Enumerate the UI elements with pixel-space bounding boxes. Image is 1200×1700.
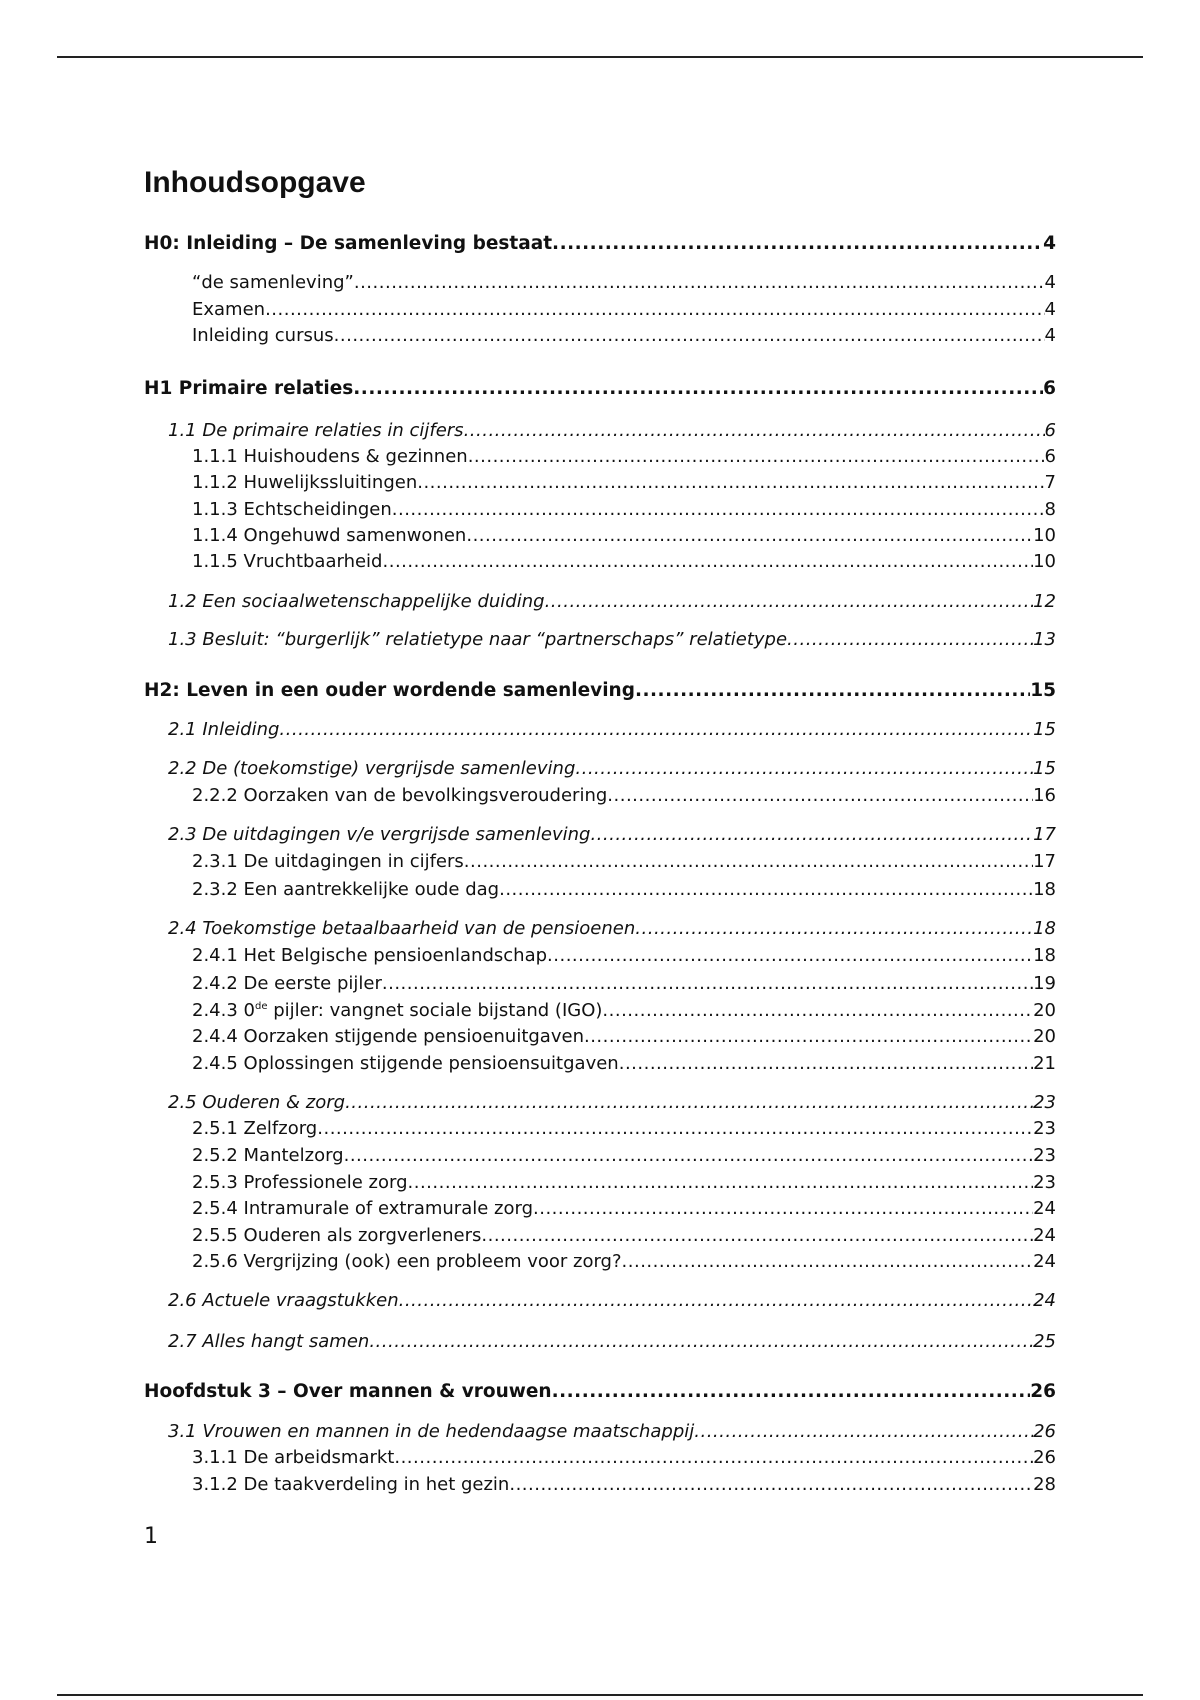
toc-page-number: 17 <box>1033 824 1056 845</box>
toc-entry-label: 2.5.4 Intramurale of extramurale zorg <box>192 1198 534 1219</box>
header-rule <box>57 56 1143 58</box>
toc-entry-label: 2.3.1 De uitdagingen in cijfers <box>192 851 464 872</box>
toc-page-number: 25 <box>1033 1331 1056 1352</box>
toc-page-number: 8 <box>1044 499 1056 520</box>
toc-entry-label: H1 Primaire relaties <box>144 378 354 399</box>
toc-entry-label: 2.5.6 Vergrijzing (ook) een probleem voor zorg? <box>192 1251 622 1272</box>
toc-leader-dots <box>552 1381 1031 1402</box>
toc-subsection[interactable] <box>192 1225 1056 1246</box>
toc-page-number: 21 <box>1033 1053 1056 1074</box>
toc-page-number: 4 <box>1044 272 1056 293</box>
toc-subsection[interactable] <box>192 499 1056 520</box>
toc-leader-dots <box>547 945 1033 966</box>
toc-page-number: 15 <box>1033 719 1056 740</box>
toc-entry-label: 2.2.2 Oorzaken van de bevolkingsveroudering <box>192 785 608 806</box>
toc-subsection[interactable] <box>192 1118 1056 1139</box>
toc-subsection[interactable] <box>192 325 1056 346</box>
toc-page-number: 18 <box>1033 918 1056 939</box>
toc-page-number: 10 <box>1033 551 1056 572</box>
toc-page-number: 12 <box>1033 591 1056 612</box>
toc-section[interactable] <box>168 1331 1056 1352</box>
toc-entry-label: 1.2 Een sociaalwetenschappelijke duiding <box>168 591 545 612</box>
toc-page-number: 10 <box>1033 525 1056 546</box>
toc-page-number: 24 <box>1033 1198 1056 1219</box>
toc-entry-label: 2.5 Ouderen & zorg <box>168 1092 346 1113</box>
toc-subsection[interactable] <box>192 446 1056 467</box>
toc-subsection[interactable] <box>192 973 1056 994</box>
toc-subsection[interactable] <box>192 1053 1056 1074</box>
toc-leader-dots <box>265 299 1044 320</box>
toc-page-number: 23 <box>1033 1118 1056 1139</box>
toc-subsection[interactable] <box>192 472 1056 493</box>
toc-page-number: 6 <box>1044 446 1056 467</box>
toc-leader-dots <box>602 1000 1033 1021</box>
toc-entry-label: Inleiding cursus <box>192 325 334 346</box>
toc-section[interactable] <box>168 758 1056 779</box>
toc-leader-dots <box>408 1172 1034 1193</box>
toc-section[interactable] <box>168 1290 1056 1311</box>
toc-entry-label: 2.5.3 Professionele zorg <box>192 1172 408 1193</box>
toc-section[interactable] <box>168 420 1056 441</box>
toc-leader-dots <box>417 472 1044 493</box>
toc-leader-dots <box>619 1053 1033 1074</box>
toc-leader-dots <box>694 1421 1033 1442</box>
toc-subsection[interactable] <box>192 785 1056 806</box>
toc-leader-dots <box>575 758 1033 779</box>
toc-leader-dots <box>481 1225 1033 1246</box>
toc-leader-dots <box>552 233 1043 254</box>
toc-leader-dots <box>499 879 1033 900</box>
toc-page-number: 7 <box>1044 472 1056 493</box>
toc-entry-label: 3.1 Vrouwen en mannen in de hedendaagse maatschappij <box>168 1421 695 1442</box>
toc-entry-label: Examen <box>192 299 266 320</box>
toc-chapter[interactable] <box>144 233 1056 254</box>
toc-leader-dots <box>607 785 1033 806</box>
toc-leader-dots <box>464 851 1033 872</box>
toc-entry-label: H0: Inleiding – De samenleving bestaat <box>144 233 553 254</box>
toc-page-number: 15 <box>1030 680 1056 701</box>
toc-page-number: 17 <box>1033 851 1056 872</box>
toc-subsection[interactable] <box>192 1026 1056 1047</box>
toc-subsection[interactable] <box>192 945 1056 966</box>
toc-subsection[interactable] <box>192 879 1056 900</box>
toc-page-number: 18 <box>1033 945 1056 966</box>
toc-leader-dots <box>533 1198 1033 1219</box>
toc-page-number: 24 <box>1033 1251 1056 1272</box>
toc-section[interactable] <box>168 1421 1056 1442</box>
toc-leader-dots <box>466 525 1033 546</box>
toc-page-number: 24 <box>1033 1225 1056 1246</box>
toc-leader-dots <box>382 973 1033 994</box>
toc-page-number: 4 <box>1044 325 1056 346</box>
page-title: Inhoudsopgave <box>144 166 366 199</box>
toc-section[interactable] <box>168 918 1056 939</box>
toc-entry-label: 2.3 De uitdagingen v/e vergrijsde samenleving <box>168 824 591 845</box>
toc-page-number: 23 <box>1033 1092 1056 1113</box>
toc-leader-dots <box>353 378 1043 399</box>
toc-page-number: 20 <box>1033 1026 1056 1047</box>
toc-entry-label: 1.1.4 Ongehuwd samenwonen <box>192 525 467 546</box>
toc-subsection[interactable] <box>192 1198 1056 1219</box>
toc-page-number: 19 <box>1033 973 1056 994</box>
toc-subsection[interactable] <box>192 1474 1056 1495</box>
toc-leader-dots <box>464 420 1045 441</box>
toc-subsection[interactable] <box>192 851 1056 872</box>
toc-entry-label: 2.4 Toekomstige betaalbaarheid van de pensioenen <box>168 918 636 939</box>
toc-entry-label: 1.1.2 Huwelijkssluitingen <box>192 472 418 493</box>
toc-leader-dots <box>622 1251 1034 1272</box>
toc-subsection[interactable] <box>192 1000 1056 1021</box>
toc-leader-dots <box>392 499 1045 520</box>
toc-page-number: 26 <box>1033 1421 1056 1442</box>
toc-page-number: 4 <box>1043 233 1056 254</box>
toc-entry-label: 2.7 Alles hangt samen <box>168 1331 370 1352</box>
toc-entry-label: 1.1.5 Vruchtbaarheid <box>192 551 383 572</box>
toc-entry-label: 2.4.2 De eerste pijler <box>192 973 382 994</box>
toc-leader-dots <box>590 824 1033 845</box>
toc-page-number: 16 <box>1033 785 1056 806</box>
toc-leader-dots <box>787 629 1033 650</box>
toc-page-number: 24 <box>1033 1290 1056 1311</box>
toc-entry-label: 3.1.1 De arbeidsmarkt <box>192 1447 395 1468</box>
toc-leader-dots <box>344 1145 1034 1166</box>
toc-entry-label: 1.1 De primaire relaties in cijfers <box>168 420 464 441</box>
toc-subsection[interactable] <box>192 1447 1056 1468</box>
toc-page-number: 20 <box>1033 1000 1056 1021</box>
toc-leader-dots <box>369 1331 1033 1352</box>
toc-entry-label: 2.5.5 Ouderen als zorgverleners <box>192 1225 482 1246</box>
page-number: 1 <box>144 1524 158 1549</box>
toc-page-number: 6 <box>1044 420 1056 441</box>
toc-subsection[interactable] <box>192 272 1056 293</box>
toc-leader-dots <box>279 719 1033 740</box>
toc-page-number: 6 <box>1043 378 1056 399</box>
toc-entry-label: 2.4.4 Oorzaken stijgende pensioenuitgaven <box>192 1026 584 1047</box>
toc-entry-label: 1.3 Besluit: “burgerlijk” relatietype naar “partnerschaps” relatietype <box>168 629 788 650</box>
toc-section[interactable] <box>168 824 1056 845</box>
toc-section[interactable] <box>168 629 1056 650</box>
toc-entry-label: Hoofdstuk 3 – Over mannen & vrouwen <box>144 1381 552 1402</box>
toc-entry-label: 2.5.2 Mantelzorg <box>192 1145 344 1166</box>
toc-entry-label: 1.1.1 Huishoudens & gezinnen <box>192 446 468 467</box>
toc-entry-label: 2.4.3 0de pijler: vangnet sociale bijstand (IGO) <box>192 1000 603 1021</box>
toc-leader-dots <box>334 325 1045 346</box>
toc-leader-dots <box>509 1474 1033 1495</box>
toc-entry-label: “de samenleving” <box>192 272 354 293</box>
toc-leader-dots <box>354 272 1045 293</box>
toc-page-number: 28 <box>1033 1474 1056 1495</box>
toc-entry-label: 3.1.2 De taakverdeling in het gezin <box>192 1474 510 1495</box>
toc-page-number: 15 <box>1033 758 1056 779</box>
toc-leader-dots <box>635 918 1033 939</box>
toc-leader-dots <box>317 1118 1033 1139</box>
toc-entry-label: 2.5.1 Zelfzorg <box>192 1118 318 1139</box>
toc-entry-label: 2.2 De (toekomstige) vergrijsde samenleving <box>168 758 576 779</box>
toc-entry-label: 2.4.1 Het Belgische pensioenlandschap <box>192 945 548 966</box>
toc-entry-label: H2: Leven in een ouder wordende samenleving <box>144 680 635 701</box>
toc-subsection[interactable] <box>192 299 1056 320</box>
toc-chapter[interactable] <box>144 1381 1056 1402</box>
toc-entry-label: 2.4.5 Oplossingen stijgende pensioensuitgaven <box>192 1053 619 1074</box>
toc-leader-dots <box>468 446 1045 467</box>
toc-subsection[interactable] <box>192 525 1056 546</box>
toc-subsection[interactable] <box>192 1172 1056 1193</box>
toc-page-number: 23 <box>1033 1145 1056 1166</box>
toc-leader-dots <box>345 1092 1033 1113</box>
toc-entry-label: 1.1.3 Echtscheidingen <box>192 499 392 520</box>
toc-leader-dots <box>635 680 1030 701</box>
toc-chapter[interactable] <box>144 378 1056 399</box>
toc-entry-label: 2.6 Actuele vraagstukken <box>168 1290 399 1311</box>
toc-section[interactable] <box>168 1092 1056 1113</box>
toc-subsection[interactable] <box>192 551 1056 572</box>
toc-page-number: 4 <box>1044 299 1056 320</box>
toc-subsection[interactable] <box>192 1145 1056 1166</box>
toc-leader-dots <box>399 1290 1033 1311</box>
toc-page-number: 23 <box>1033 1172 1056 1193</box>
toc-page-number: 26 <box>1033 1447 1056 1468</box>
toc-page-number: 26 <box>1030 1381 1056 1402</box>
toc-subsection[interactable] <box>192 1251 1056 1272</box>
toc-entry-label: 2.3.2 Een aantrekkelijke oude dag <box>192 879 500 900</box>
toc-entry-label: 2.1 Inleiding <box>168 719 280 740</box>
toc-section[interactable] <box>168 719 1056 740</box>
toc-section[interactable] <box>168 591 1056 612</box>
toc-leader-dots <box>383 551 1034 572</box>
toc-chapter[interactable] <box>144 680 1056 701</box>
footer-rule <box>57 1694 1143 1696</box>
toc-leader-dots <box>584 1026 1033 1047</box>
toc-page-number: 13 <box>1033 629 1056 650</box>
toc-leader-dots <box>394 1447 1033 1468</box>
toc-leader-dots <box>545 591 1034 612</box>
toc-page-number: 18 <box>1033 879 1056 900</box>
